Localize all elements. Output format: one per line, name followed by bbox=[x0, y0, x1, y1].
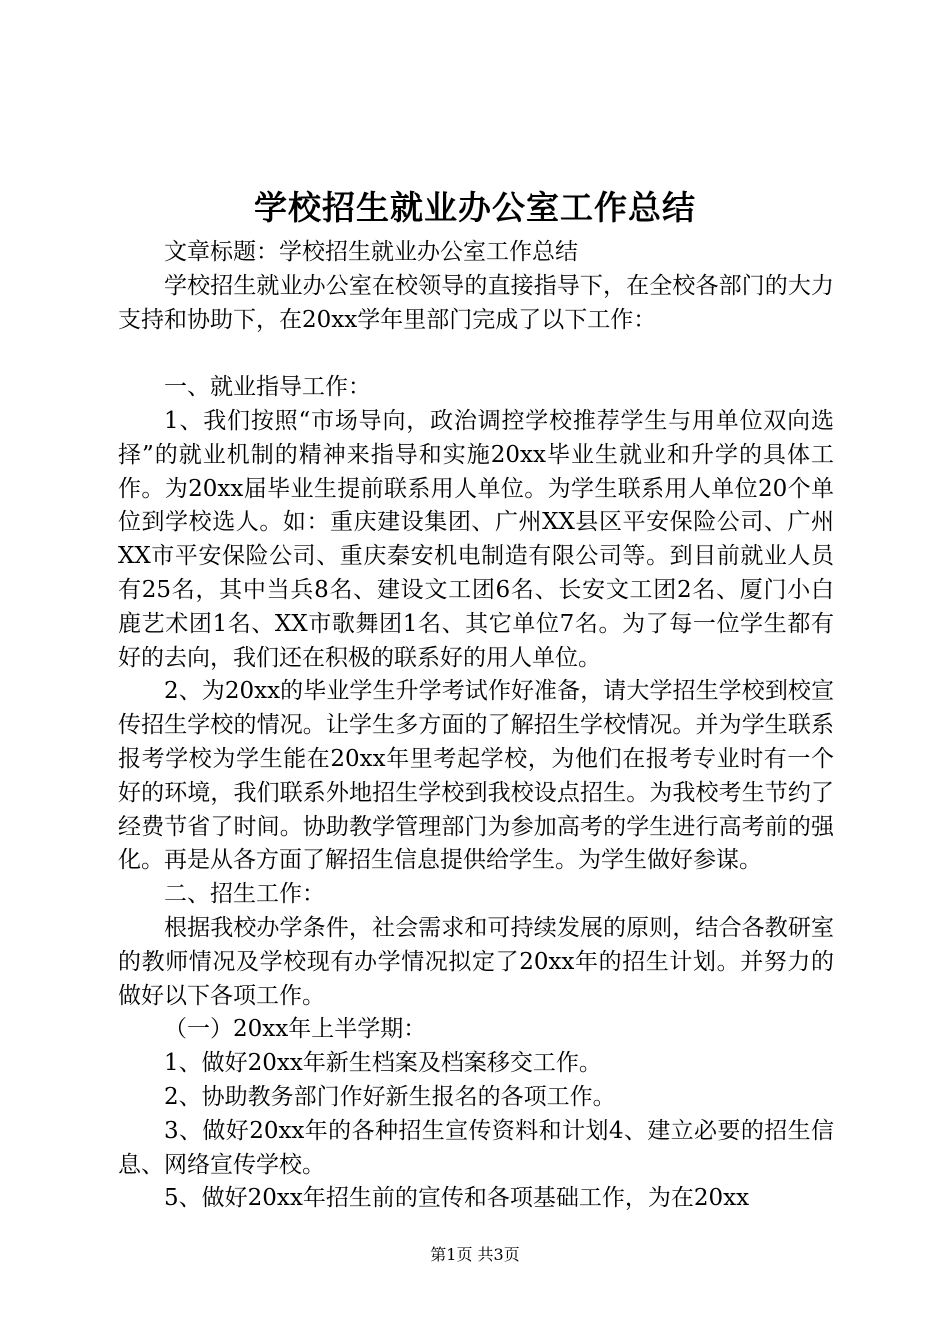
list-item: 3、做好20xx年的各种招生宣传资料和计划4、建立必要的招生信息、网络宣传学校。 bbox=[118, 1117, 834, 1178]
employment-paragraph-1: 1、我们按照“市场导向，政治调控学校推荐学生与用单位双向选择”的就业机制的精神来指导和实施20xx毕业生就业和升学的具体工作。为20xx届毕业生提前联系用人单位。为学生联系用人单位20个单位到学校选人。如：重庆建设集团、广州XX县区平安保险公司、广州XX市平安保险公司、重庆秦安机电制造有限公司等。到目前就业人员有25名，其中当兵8名、建设文工团6名、长安文工团2名、厦门小白鹿艺术团1名、XX市歌舞团1名、其它单位7名。为了每一位学生都有好的去向，我们还在积极的联系好的用人单位。 bbox=[118, 407, 834, 671]
page-indicator: 第1页 共3页 bbox=[430, 1245, 520, 1264]
document-title: 学校招生就业办公室工作总结 bbox=[254, 188, 696, 227]
list-item: 1、做好20xx年新生档案及档案移交工作。 bbox=[164, 1050, 602, 1077]
enrollment-paragraph: 根据我校办学条件，社会需求和可持续发展的原则，结合各教研室的教师情况及学校现有办学情况拟定了20xx年的招生计划。并努力的做好以下各项工作。 bbox=[118, 914, 834, 1009]
document-body bbox=[118, 236, 834, 1216]
section-heading-enrollment: 二、招生工作： bbox=[164, 881, 325, 908]
article-title-line: 文章标题：学校招生就业办公室工作总结 bbox=[164, 239, 578, 265]
section-heading-employment: 一、就业指导工作： bbox=[164, 374, 371, 401]
employment-paragraph-2: 2、为20xx的毕业学生升学考试作好准备，请大学招生学校到校宣传招生学校的情况。让学生多方面的了解招生学校情况。并为学生联系报考学校为学生能在20xx年里考起学校，为他们在报考专业时有一个好的环境，我们联系外地招生学校到我校设点招生。为我校考生节约了经费节省了时间。协助教学管理部门为参加高考的学生进行高考前的强化。再是从各方面了解招生信息提供给学生。为学生做好参谋。 bbox=[118, 678, 834, 874]
list-item: 2、协助教务部门作好新生报名的各项工作。 bbox=[164, 1083, 616, 1110]
intro-paragraph: 学校招生就业办公室在校领导的直接指导下，在全校各部门的大力支持和协助下，在20xx学年里部门完成了以下工作： bbox=[118, 272, 834, 333]
subsection-heading-first-half: （一）20xx年上半学期： bbox=[164, 1016, 427, 1043]
list-item: 5、做好20xx年招生前的宣传和各项基础工作，为在20xx bbox=[164, 1185, 750, 1212]
